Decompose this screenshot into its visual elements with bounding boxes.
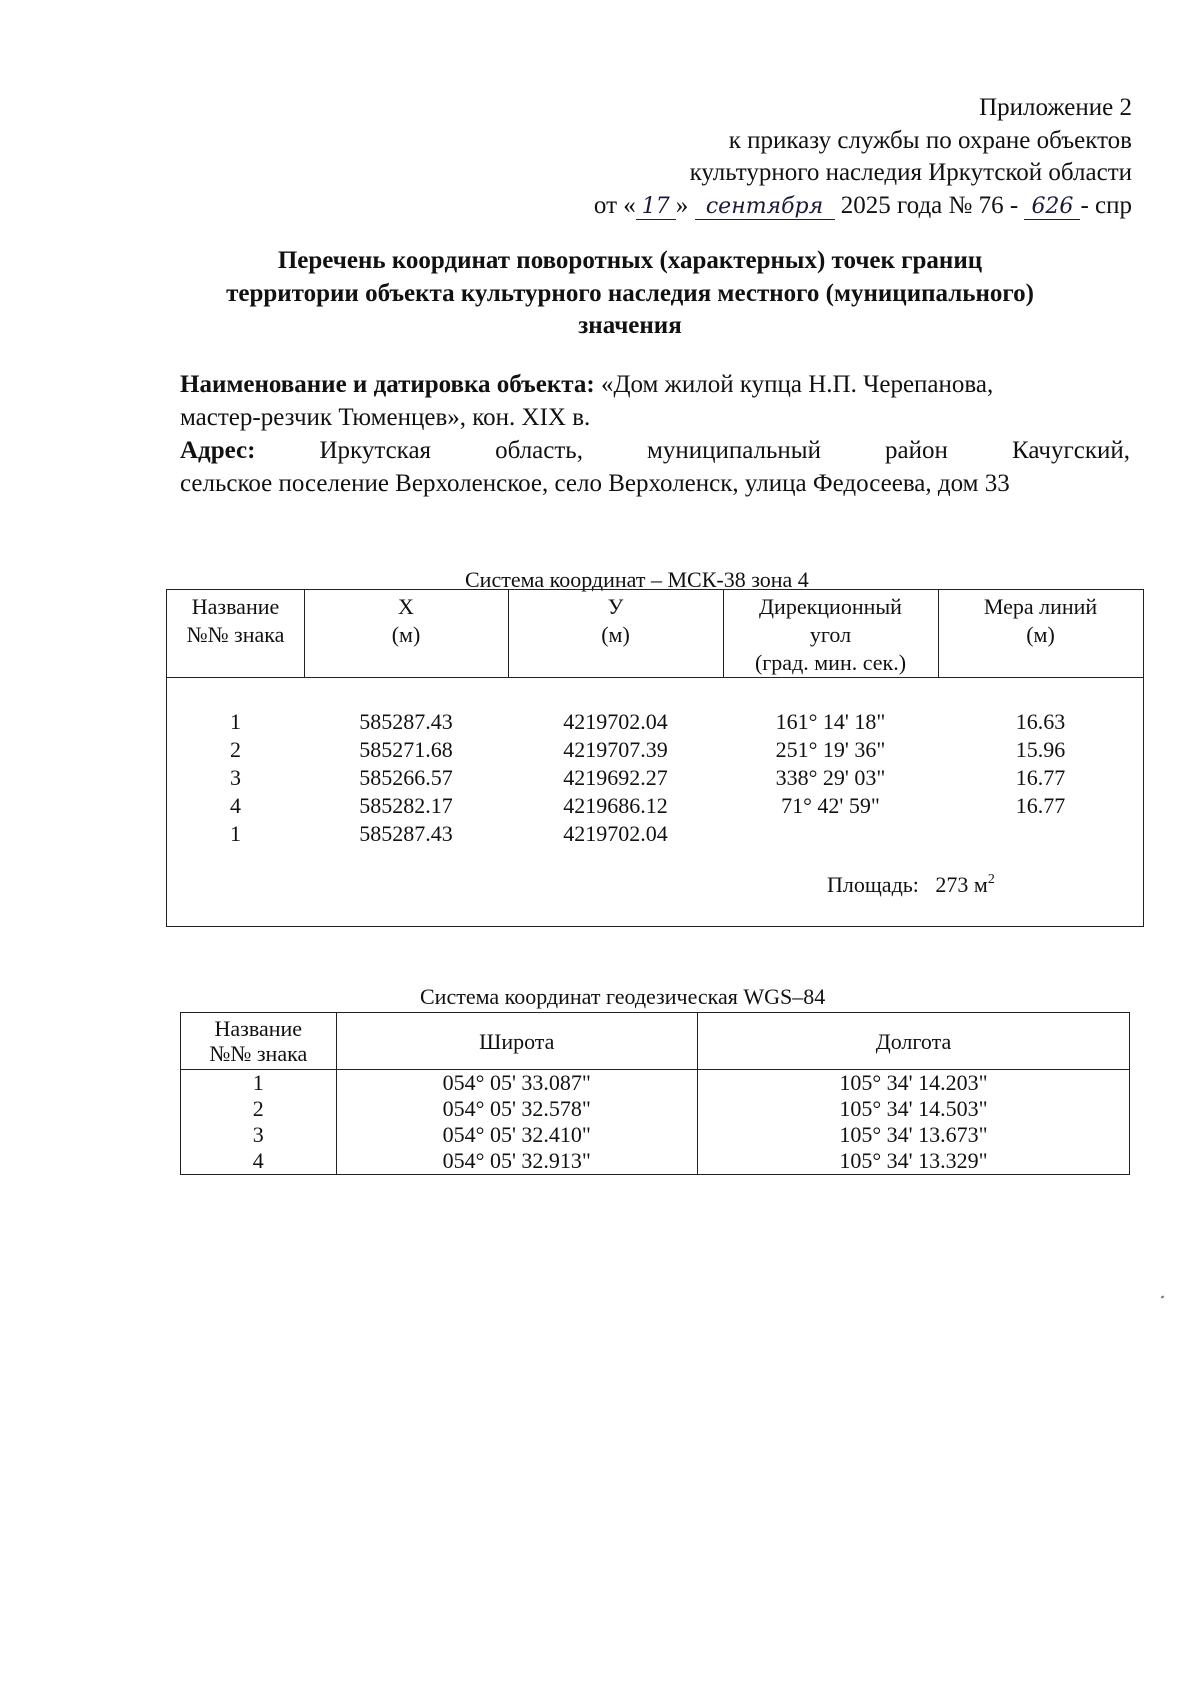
header-y: У (м) xyxy=(601,594,630,647)
table-row: 4 054° 05' 32.913" 105° 34' 13.329" xyxy=(181,1148,1130,1175)
scan-speck xyxy=(1161,1295,1165,1298)
table-row: 2 585271.68 4219707.39 251° 19' 36" 15.96 xyxy=(230,737,1066,762)
table-row: 1 585287.43 4219702.04 161° 14' 18" 16.63 xyxy=(230,709,1066,734)
header-longitude: Долгота xyxy=(697,1013,1129,1070)
object-name: Наименование и датировка объекта: «Дом жилой купца Н.П. Черепанова, мастер-резчик Тюменцев», кон. XIX в. xyxy=(180,371,994,431)
table2-caption: Система координат геодезическая WGS–84 xyxy=(420,984,826,1009)
object-description xyxy=(180,368,1130,500)
appendix-header xyxy=(432,92,1132,222)
handwritten-month: сентября xyxy=(695,195,835,220)
order-reference-1: к приказу службы по охране объектов xyxy=(728,126,1132,154)
header-line-length: Мера линий (м) xyxy=(983,594,1098,647)
document-title: Перечень координат поворотных (характерных) точек границ территории объекта культурного наследия местного (муниципального) значения xyxy=(226,247,1034,339)
handwritten-order-number: 626 xyxy=(1024,195,1080,220)
table-row: 4 585282.17 4219686.12 71° 42' 59" 16.77 xyxy=(230,793,1066,818)
table-row: 2 054° 05' 32.578" 105° 34' 14.503" xyxy=(181,1096,1130,1122)
table1-header xyxy=(167,590,1143,678)
order-year: 2025 года № 76 - xyxy=(840,191,1019,219)
table-row: 3 585266.57 4219692.27 338° 29' 03" 16.77 xyxy=(230,765,1066,790)
header-point-name: Название №№ знака xyxy=(181,1013,337,1070)
table-row: 3 054° 05' 32.410" 105° 34' 13.673" xyxy=(181,1122,1130,1148)
wgs84-coordinates-table xyxy=(180,1012,1130,1175)
order-reference-2: культурного наследия Иркутской области xyxy=(689,159,1132,186)
order-date-line: от « 17 » сентября 2025 года № 76 - 626 - спр xyxy=(593,191,1132,219)
header-x: X (м) xyxy=(391,594,421,647)
object-address: Адрес: Иркутская область, муниципальный район Качугский, сельское поселение Верхоленское, село Верхоленск, улица Федосеева, дом 33 xyxy=(180,437,1130,497)
msk-coordinates-table xyxy=(166,589,1144,927)
area-total: Площадь: 273 $м^2$ xyxy=(827,872,995,897)
header-latitude: Широта xyxy=(336,1013,697,1070)
table-row: 1 054° 05' 33.087" 105° 34' 14.203" xyxy=(181,1070,1130,1097)
order-suffix: - спр xyxy=(1080,191,1132,219)
handwritten-day: 17 xyxy=(636,195,676,220)
appendix-number: Приложение 2 xyxy=(979,94,1132,121)
table1-caption: Система координат – МСК-38 зона 4 xyxy=(465,567,809,592)
header-point-name: Название №№ знака xyxy=(186,594,285,647)
header-direction-angle: Дирекционный угол (град. мин. сек.) xyxy=(754,594,907,675)
table-row: 1 585287.43 4219702.04 xyxy=(230,821,668,846)
